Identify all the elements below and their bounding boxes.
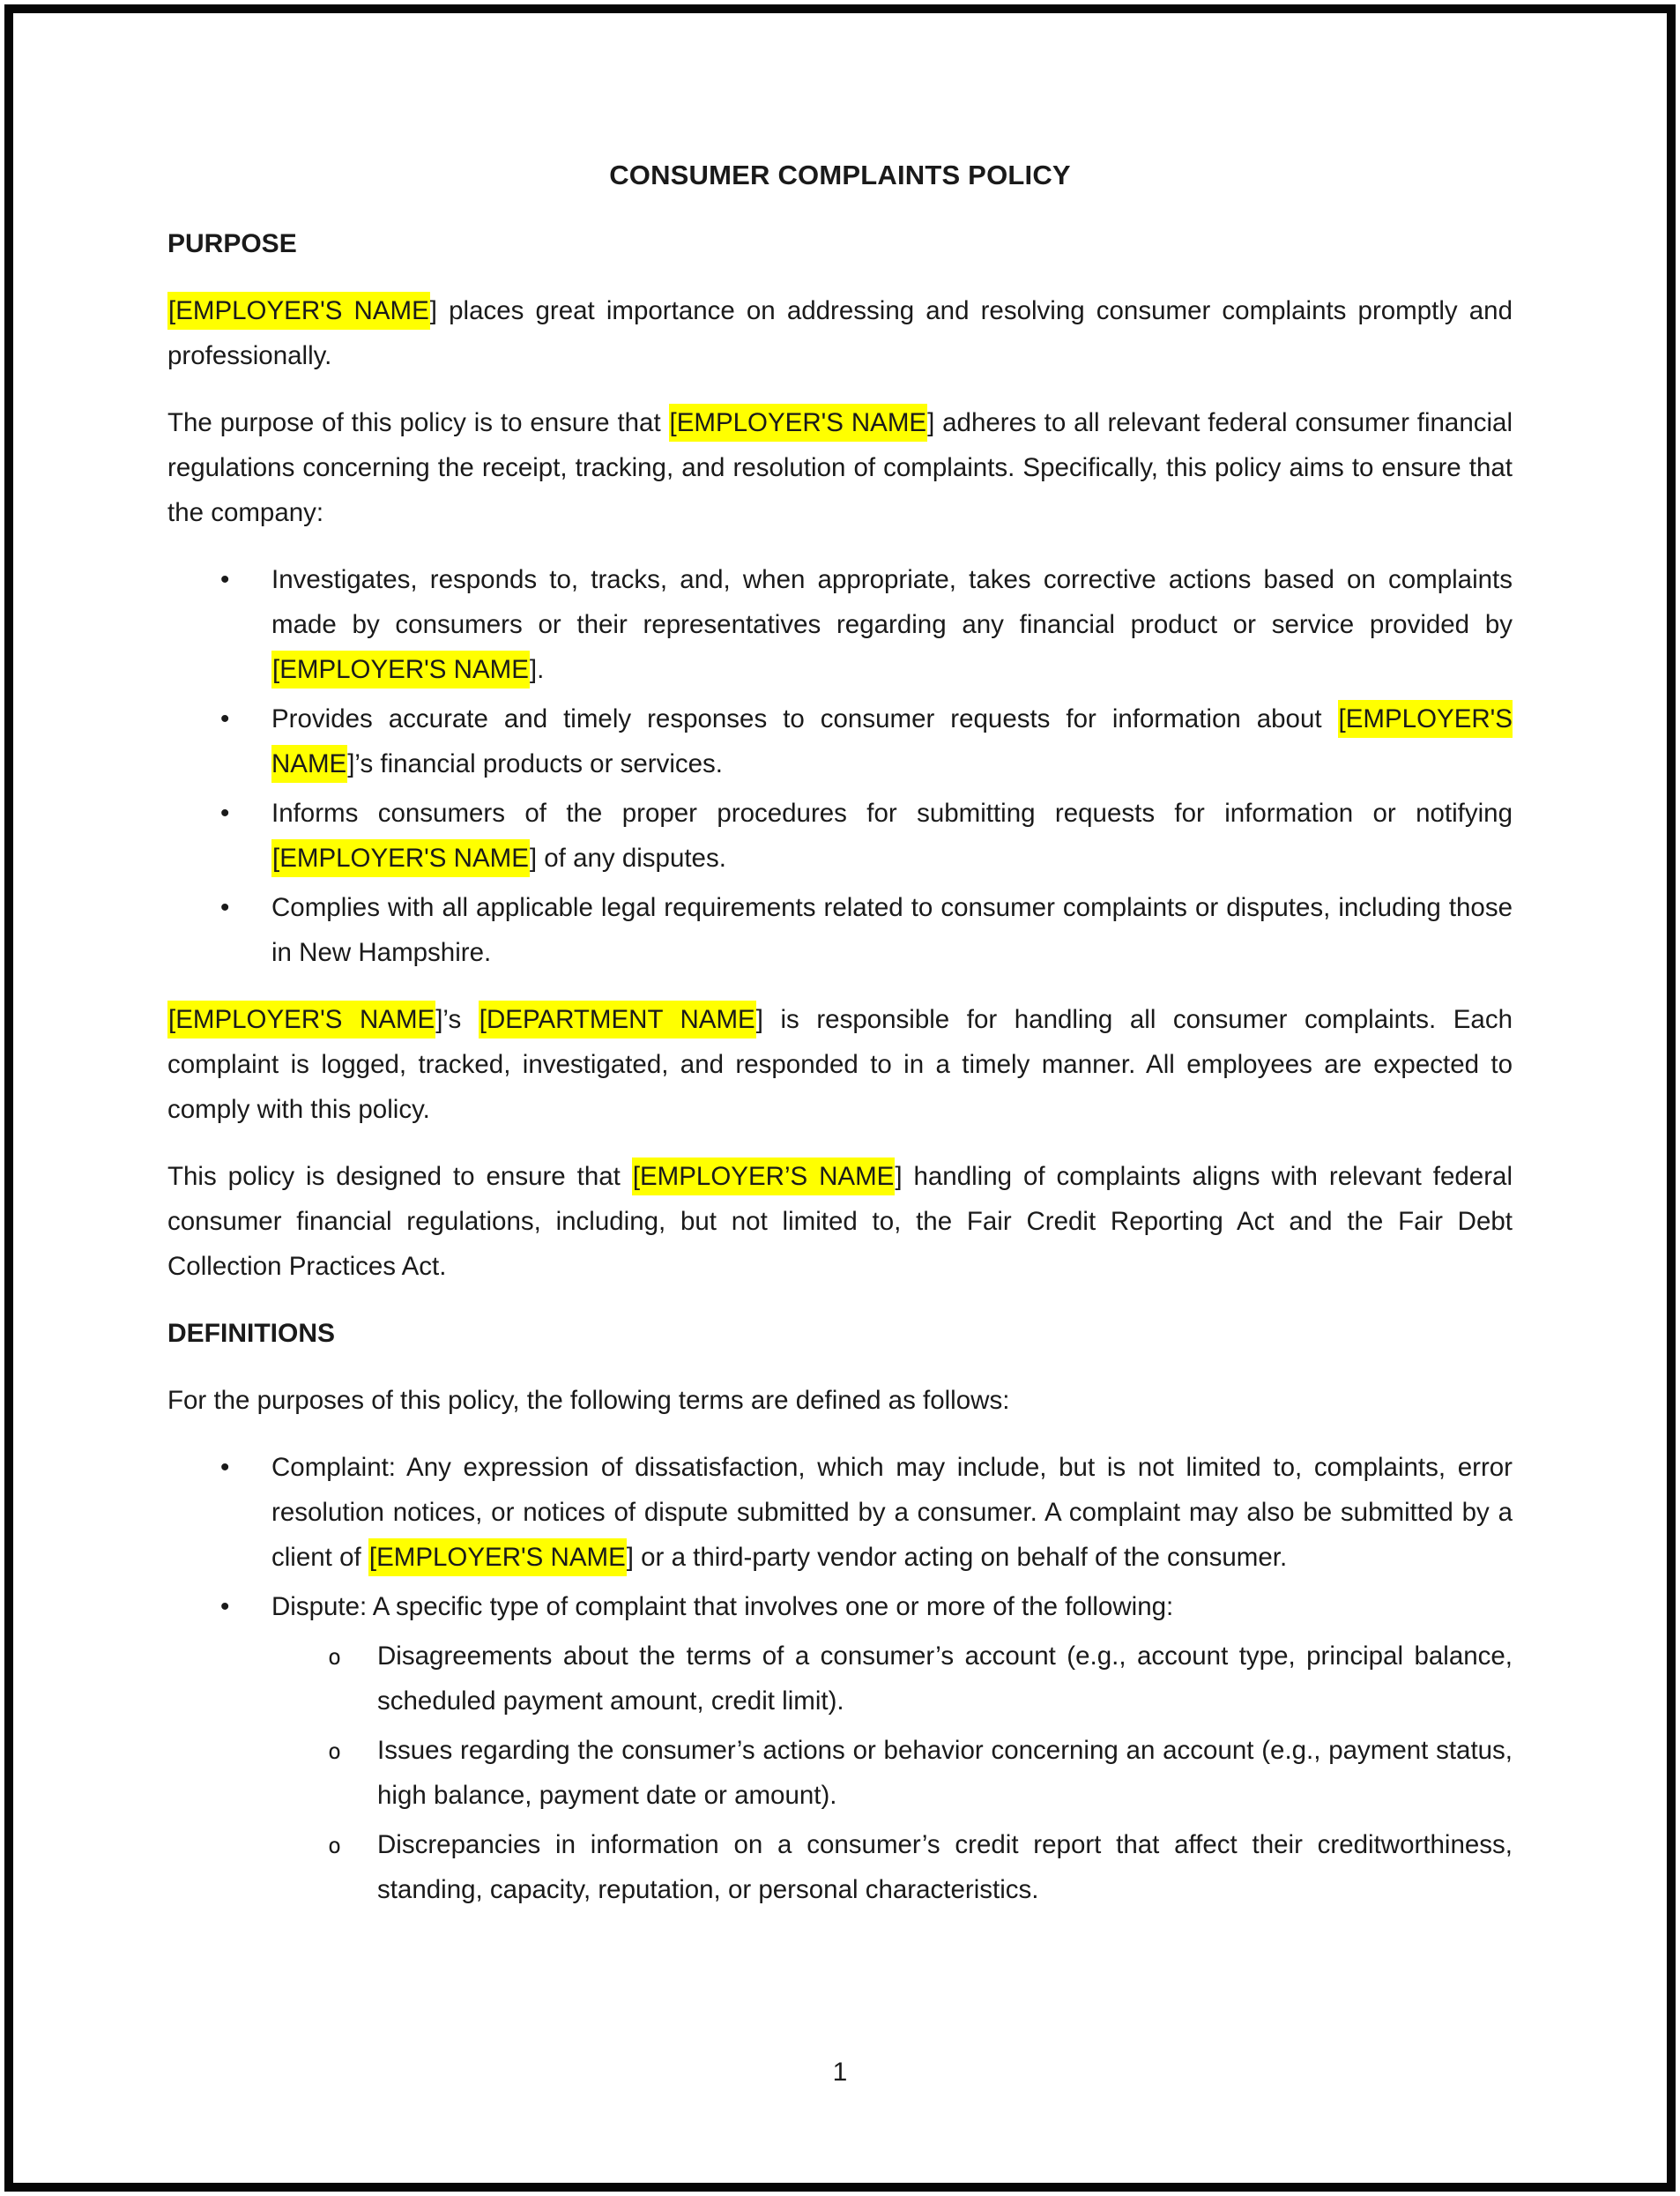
highlighted-placeholder: [EMPLOYER'S NAME — [271, 839, 530, 877]
bullet-list — [167, 557, 1513, 975]
sub-list-item — [167, 1728, 1513, 1818]
paragraph — [167, 1154, 1513, 1289]
paragraph — [167, 288, 1513, 378]
text-run: For the purposes of this policy, the following terms are defined as follows: — [167, 1386, 1010, 1415]
text-run: ] or a third-party vendor acting on behalf of the consumer. — [626, 1543, 1288, 1572]
text-run: The purpose of this policy is to ensure that — [167, 408, 669, 437]
list-item-text — [271, 1453, 1513, 1576]
circle-bullet-icon: o — [328, 1644, 342, 1670]
text-run: Provides accurate and timely responses to consumer requests for information about — [271, 704, 1338, 733]
text-run: Informs consumers of the proper procedures for submitting requests for information or notifying — [271, 799, 1513, 828]
list-item — [167, 557, 1513, 692]
text-run: ]’s financial products or services. — [347, 749, 723, 778]
highlighted-placeholder: [EMPLOYER'S NAME — [271, 651, 530, 689]
list-item-text — [377, 1641, 1513, 1716]
list-item — [167, 885, 1513, 975]
paragraph — [167, 1378, 1513, 1423]
highlighted-placeholder: [EMPLOYER’S NAME — [632, 1158, 896, 1195]
text-run: Investigates, responds to, tracks, and, when appropriate, takes corrective actions based on complaints made by consumers or their representatives regarding any financial product or service provided by — [271, 565, 1513, 639]
list-item-text — [377, 1830, 1513, 1904]
highlighted-placeholder: [DEPARTMENT NAME — [479, 1001, 756, 1038]
text-run: ] adheres to all relevant federal consumer financial regulations concerning the receipt, tracking, and resolution of complaints. Specifically, this policy aims to ensure that the company: — [167, 408, 1513, 527]
list-item-text — [271, 893, 1513, 967]
highlighted-placeholder: [EMPLOYER'S NAME — [271, 700, 1513, 783]
bullet-icon: • — [220, 1592, 230, 1621]
bullet-list — [167, 1445, 1513, 1912]
bullet-icon: • — [220, 893, 230, 922]
text-run: ] places great importance on addressing and resolving consumer complaints promptly and professionally. — [167, 296, 1513, 370]
list-item — [167, 791, 1513, 881]
text-run: Issues regarding the consumer’s actions or behavior concerning an account (e.g., payment status, high balance, payment date or amount). — [377, 1736, 1513, 1810]
text-run: ]. — [529, 655, 545, 684]
highlighted-placeholder: [EMPLOYER'S NAME — [669, 404, 928, 442]
document-title: CONSUMER COMPLAINTS POLICY — [609, 160, 1071, 190]
highlighted-placeholder: [EMPLOYER'S NAME — [167, 1001, 435, 1038]
document-content — [13, 13, 1667, 1912]
list-item-text — [271, 799, 1513, 877]
document-body — [167, 221, 1513, 1912]
text-run: Discrepancies in information on a consumer’s credit report that affect their creditworthiness, standing, capacity, reputation, or personal characteristics. — [377, 1830, 1513, 1904]
document-page — [4, 4, 1676, 2192]
list-item-text — [271, 565, 1513, 689]
text-run: Complaint: Any expression of dissatisfaction, which may include, but is not limited to, complaints, error resolution notices, or notices of dispute submitted by a consumer. A complaint may also be submitted by a client of — [271, 1453, 1513, 1572]
page-number: 1 — [832, 2058, 848, 2087]
text-run: ]’s — [435, 1005, 479, 1034]
text-run: ] of any disputes. — [529, 844, 726, 873]
text-run: Dispute: A specific type of complaint that involves one or more of the following: — [271, 1592, 1174, 1621]
section-heading: DEFINITIONS — [167, 1319, 336, 1348]
paragraph — [167, 997, 1513, 1132]
circle-bullet-icon: o — [328, 1833, 342, 1858]
list-item-text — [271, 1592, 1173, 1621]
highlighted-placeholder: [EMPLOYER'S NAME — [167, 292, 430, 330]
list-item-text — [377, 1736, 1513, 1810]
sub-list-item — [167, 1634, 1513, 1723]
highlighted-placeholder: [EMPLOYER'S NAME — [368, 1538, 627, 1576]
text-run: Complies with all applicable legal requirements related to consumer complaints or disputes, including those in New Hampshire. — [271, 893, 1513, 967]
list-item — [167, 696, 1513, 786]
text-run: Disagreements about the terms of a consumer’s account (e.g., account type, principal balance, scheduled payment amount, credit limit). — [377, 1641, 1513, 1716]
circle-bullet-icon: o — [328, 1738, 342, 1764]
bullet-icon: • — [220, 1453, 230, 1482]
bullet-icon: • — [220, 704, 230, 733]
list-item — [167, 1584, 1513, 1629]
text-run: ] is responsible for handling all consumer complaints. Each complaint is logged, tracked, investigated, and responded to in a timely manner. All employees are expected to comply with this policy. — [167, 1005, 1513, 1124]
text-run: ] handling of complaints aligns with relevant federal consumer financial regulations, including, but not limited to, the Fair Credit Reporting Act and the Fair Debt Collection Practices Act. — [167, 1162, 1513, 1281]
list-item-text — [271, 700, 1513, 783]
list-item — [167, 1445, 1513, 1580]
text-run: This policy is designed to ensure that — [167, 1162, 632, 1191]
sub-list-item — [167, 1822, 1513, 1912]
bullet-icon: • — [220, 565, 230, 594]
paragraph — [167, 400, 1513, 535]
bullet-icon: • — [220, 799, 230, 828]
section-heading: PURPOSE — [167, 229, 297, 258]
